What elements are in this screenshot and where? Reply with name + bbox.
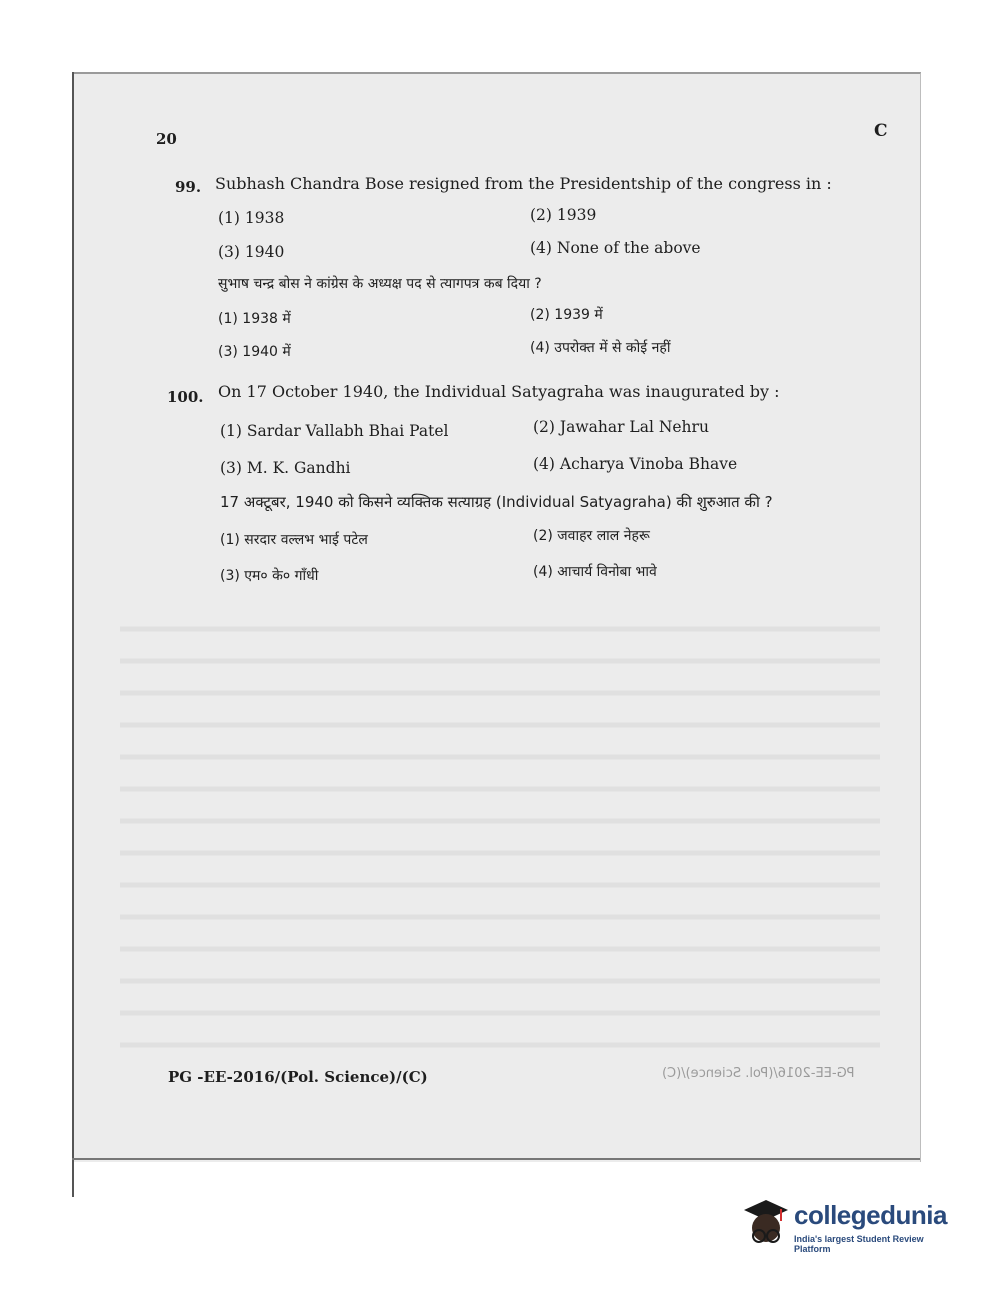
question-100-option-2: (2) Jawahar Lal Nehru [533,418,709,436]
page-number: 20 [156,130,177,148]
collegedunia-logo [740,1196,960,1260]
question-100-option-3-hi: (3) एम० के० गाँधी [220,568,319,584]
question-99-option-4: (4) None of the above [530,239,701,257]
question-99-option-4-hi: (4) उपरोक्त में से कोई नहीं [530,340,671,356]
question-100-option-3: (3) M. K. Gandhi [220,459,351,477]
question-99-option-1: (1) 1938 [218,209,285,227]
question-99-option-3: (3) 1940 [218,243,285,261]
set-code: C [874,121,888,141]
question-99-text-en: Subhash Chandra Bose resigned from the Presidentship of the congress in : [215,174,832,193]
bleed-through-text [120,600,880,1060]
question-100-option-2-hi: (2) जवाहर लाल नेहरू [533,528,650,544]
question-100-text-en: On 17 October 1940, the Individual Satyagraha was inaugurated by : [218,382,780,401]
mascot-icon [740,1196,792,1256]
question-100-option-4-hi: (4) आचार्य विनोबा भावे [533,564,657,580]
question-100-option-1: (1) Sardar Vallabh Bhai Patel [220,422,449,440]
question-100-text-hi: 17 अक्टूबर, 1940 को किसने व्यक्तिक सत्याग्रह (Individual Satyagraha) की शुरुआत की ? [220,493,773,511]
question-100-number: 100. [167,388,204,406]
question-99-option-2-hi: (2) 1939 में [530,307,603,323]
question-100-option-1-hi: (1) सरदार वल्लभ भाई पटेल [220,532,368,548]
question-99-number: 99. [175,178,202,196]
question-99-text-hi: सुभाष चन्द्र बोस ने कांग्रेस के अध्यक्ष पद से त्यागपत्र कब दिया ? [218,276,542,292]
paper-code-footer: PG -EE-2016/(Pol. Science)/(C) [168,1068,428,1086]
brand-name: collegedunia [794,1200,947,1230]
question-99-option-3-hi: (3) 1940 में [218,344,291,360]
mirrored-footer-bleed: PG-EE-2016/(Pol. Science)/(C) [662,1066,855,1081]
question-99-option-1-hi: (1) 1938 में [218,311,291,327]
scan-edge-left [72,72,74,1197]
question-99-option-2: (2) 1939 [530,206,597,224]
brand-tagline: India's largest Student Review Platform [794,1234,924,1254]
question-100-option-4: (4) Acharya Vinoba Bhave [533,455,738,473]
scan-edge-bottom [72,1158,920,1160]
